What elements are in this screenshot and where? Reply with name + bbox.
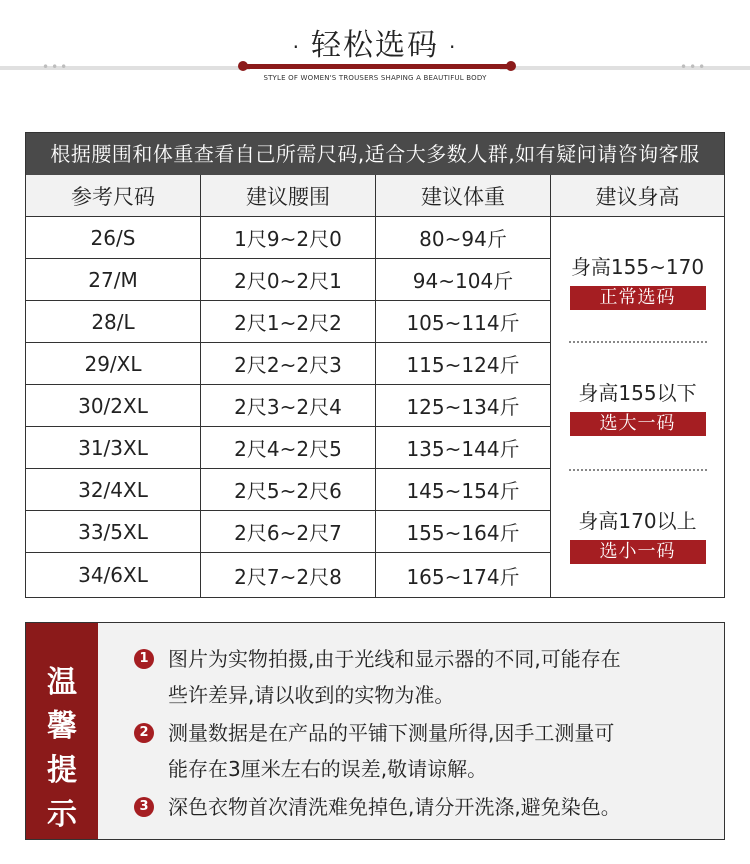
size-cell: 30/2XL [26,385,201,427]
height-range: 身高170以上 [578,509,697,533]
dotted-divider [569,469,707,471]
tip-text-line: 测量数据是在产品的平铺下测量所得,因手工测量可 [168,721,615,745]
height-advice-short [551,377,724,436]
waist-cell: 2尺7~2尺8 [201,553,376,597]
header-accent-bar [243,64,511,69]
column-header-height: 建议身高 [551,175,724,217]
waist-cell: 2尺2~2尺3 [201,343,376,385]
tip-text-line: 些许差异,请以收到的实物为准。 [168,683,455,707]
tips-panel [25,622,725,840]
waist-cell: 2尺4~2尺5 [201,427,376,469]
height-advice-tall [551,505,724,564]
weight-cell: 105~114斤 [376,301,551,343]
column-header-waist: 建议腰围 [201,175,376,217]
page-title: · 轻松选码 · [292,28,458,63]
weight-cell: 145~154斤 [376,469,551,511]
tip-text-line: 图片为实物拍摄,由于光线和显示器的不同,可能存在 [168,647,621,671]
height-range: 身高155以下 [578,381,697,405]
size-cell: 32/4XL [26,469,201,511]
size-advice-tag: 选大一码 [570,412,706,436]
height-range: 身高155~170 [570,255,705,279]
height-advice-normal [551,251,724,310]
waist-cell: 2尺5~2尺6 [201,469,376,511]
tips-side-char: 示 [47,797,77,832]
weight-cell: 80~94斤 [376,217,551,259]
column-header-weight: 建议体重 [376,175,551,217]
header-rule-left [0,66,250,70]
waist-cell: 2尺3~2尺4 [201,385,376,427]
waist-cell: 1尺9~2尺0 [201,217,376,259]
waist-cell: 2尺0~2尺1 [201,259,376,301]
size-advice-tag: 选小一码 [570,540,706,564]
tip-number-badge: 2 [134,723,154,743]
size-cell: 28/L [26,301,201,343]
weight-cell: 125~134斤 [376,385,551,427]
size-cell: 29/XL [26,343,201,385]
weight-cell: 135~144斤 [376,427,551,469]
table-banner: 根据腰围和体重查看自己所需尺码,适合大多数人群,如有疑问请咨询客服 [26,133,724,175]
tip-number-badge: 3 [134,797,154,817]
page-title-text: 轻松选码 [311,28,439,63]
tip-item [134,641,714,713]
weight-cell: 155~164斤 [376,511,551,553]
height-advice-column [551,217,724,597]
tip-text-line: 能存在3厘米左右的误差,敬请谅解。 [168,757,488,781]
size-cell: 34/6XL [26,553,201,597]
tip-text-line: 深色衣物首次清洗难免掉色,请分开洗涤,避免染色。 [168,795,621,819]
tips-side-label [26,623,98,839]
weight-cell: 115~124斤 [376,343,551,385]
size-cell: 31/3XL [26,427,201,469]
tip-item [134,715,714,787]
page-subtitle: STYLE OF WOMEN'S TROUSERS SHAPING A BEAUTIFUL BODY [263,74,487,82]
tips-side-char: 温 [47,665,77,700]
size-table [25,132,725,598]
tips-side-char: 提 [47,753,77,788]
header-rule-right [500,66,750,70]
size-cell: 33/5XL [26,511,201,553]
header-dots-right: ••• [680,60,708,74]
size-advice-tag: 正常选码 [570,286,706,310]
size-cell: 27/M [26,259,201,301]
waist-cell: 2尺1~2尺2 [201,301,376,343]
dotted-divider [569,341,707,343]
weight-cell: 165~174斤 [376,553,551,597]
tip-item [134,789,714,825]
waist-cell: 2尺6~2尺7 [201,511,376,553]
column-header-size: 参考尺码 [26,175,201,217]
weight-cell: 94~104斤 [376,259,551,301]
tips-side-char: 馨 [47,709,77,744]
page-header [0,0,750,110]
header-dots-left: ••• [42,60,70,74]
tip-number-badge: 1 [134,649,154,669]
size-cell: 26/S [26,217,201,259]
